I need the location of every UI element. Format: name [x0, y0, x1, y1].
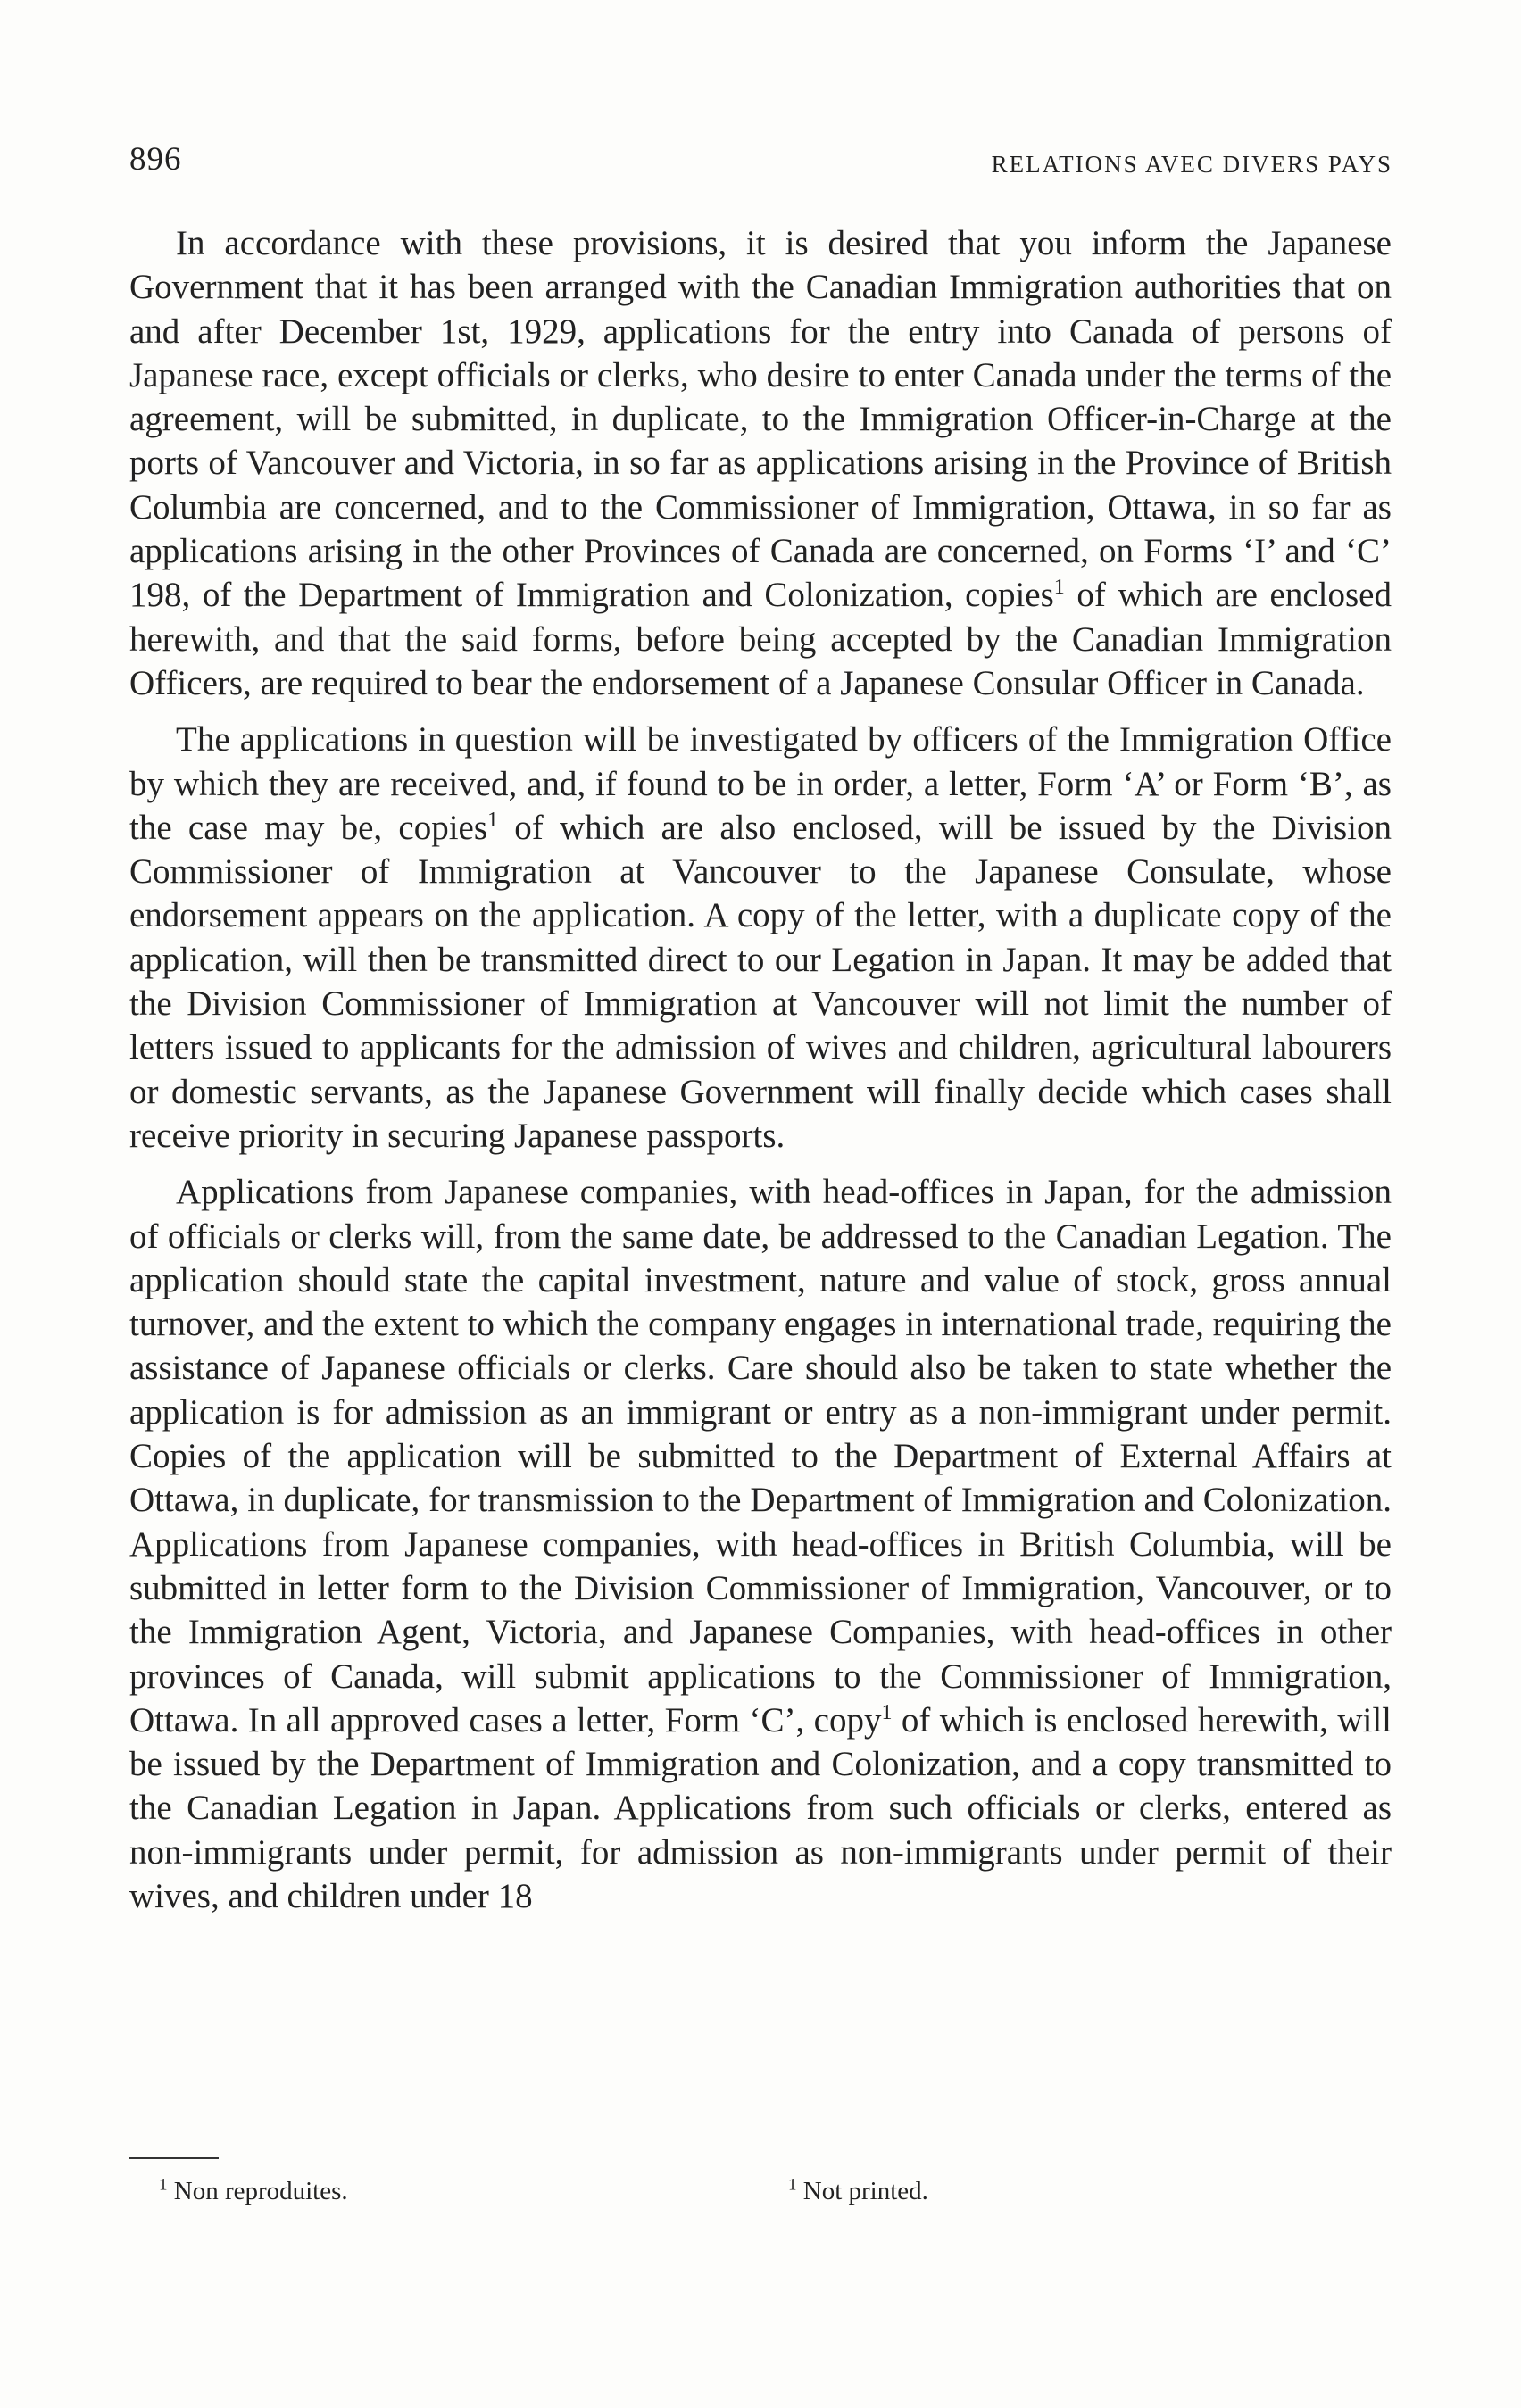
page-number: 896 — [129, 141, 182, 178]
footnote-text: Not printed. — [802, 2177, 928, 2205]
footnote-ref: 1 — [487, 808, 499, 832]
footnote-divider — [129, 2157, 219, 2159]
paragraph-2 — [129, 718, 1392, 1158]
paragraph-text: Applications from Japanese companies, with head-offices in Japan, for the admission of officials or clerks will, from the same date, be addressed to the Canadian Legation. The application should state the capital investment, nature and value of stock, gross annual turnover, and the extent to which the company engages in international trade, requiring the assistance of Japanese officials or clerks. Care should also be taken to state whether the application is for admission as an immigrant or entry as a non-immigrant under permit. Copies of the application will be submitted to the Department of External Affairs at Ottawa, in duplicate, for transmission to the Department of Immigration and Colonization. Applications from Japanese companies, with head-offices in British Columbia, will be submitted in letter form to the Division Commissioner of Immigration, Vancouver, or to the Immigration Agent, Victoria, and Japanese Companies, with head-offices in other provinces of Canada, will submit applications to the Commissioner of Immigration, Ottawa. In all approved cases a letter, Form ‘C’, copy — [129, 1173, 1392, 1740]
footnote-english — [788, 2176, 928, 2207]
paragraph-text: of which are enclosed herewith, and that the said forms, before being accepted by the Canadian Immigration Officers, are required to bear the endorsement of a Japanese Consular Officer in Canada. — [129, 576, 1392, 702]
paragraph-text: The applications in question will be investigated by officers of the Immigration Office by which they are received, and, if found to be in order, a letter, Form ‘A’ or Form ‘B’, as the case may be, copies — [129, 720, 1392, 847]
footnote-text: Non reproduites. — [173, 2177, 348, 2205]
footnote-french — [159, 2176, 348, 2207]
footnote-ref: 1 — [881, 1700, 893, 1724]
running-header: RELATIONS AVEC DIVERS PAYS — [991, 151, 1392, 178]
footnote-ref: 1 — [1053, 576, 1065, 600]
paragraph-text: of which is enclosed herewith, will be issued by the Department of Immigration and Colonization, and a copy transmitted to the Canadian Legation in Japan. Applications from such officials or clerks, entered as non-immigrants under permit, for admission as non-immigrants under permit of their wives, and children under 18 — [129, 1700, 1392, 1915]
paragraph-3 — [129, 1170, 1392, 1918]
paragraph-text: In accordance with these provisions, it is desired that you inform the Japanese Government that it has been arranged with the Canadian Immigration authorities that on and after December 1st, 1929, applications for the entry into Canada of persons of Japanese race, except officials or clerks, who desire to enter Canada under the terms of the agreement, will be submitted, in duplicate, to the Immigration Officer-in-Charge at the ports of Vancouver and Victoria, in so far as applications arising in the Province of British Columbia are concerned, and to the Commissioner of Immigration, Ottawa, in so far as applications arising in the other Provinces of Canada are concerned, on Forms ‘I’ and ‘C’ 198, of the Department of Immigration and Colonization, copies — [129, 224, 1392, 615]
body-text — [129, 221, 1392, 1931]
paragraph-text: of which are also enclosed, will be issued by the Division Commissioner of Immigration at Vancouver to the Japanese Consulate, whose endorsement appears on the application. A copy of the letter, with a duplicate copy of the application, will then be transmitted direct to our Legation in Japan. It may be added that the Division Commissioner of Immigration at Vancouver will not limit the number of letters issued to applicants for the admission of wives and children, agricultural labourers or domestic servants, as the Japanese Government will finally decide which cases shall receive priority in securing Japanese passports. — [129, 808, 1392, 1155]
footnote-marker: 1 — [788, 2175, 797, 2195]
footnote-marker: 1 — [159, 2175, 168, 2195]
paragraph-1 — [129, 221, 1392, 705]
